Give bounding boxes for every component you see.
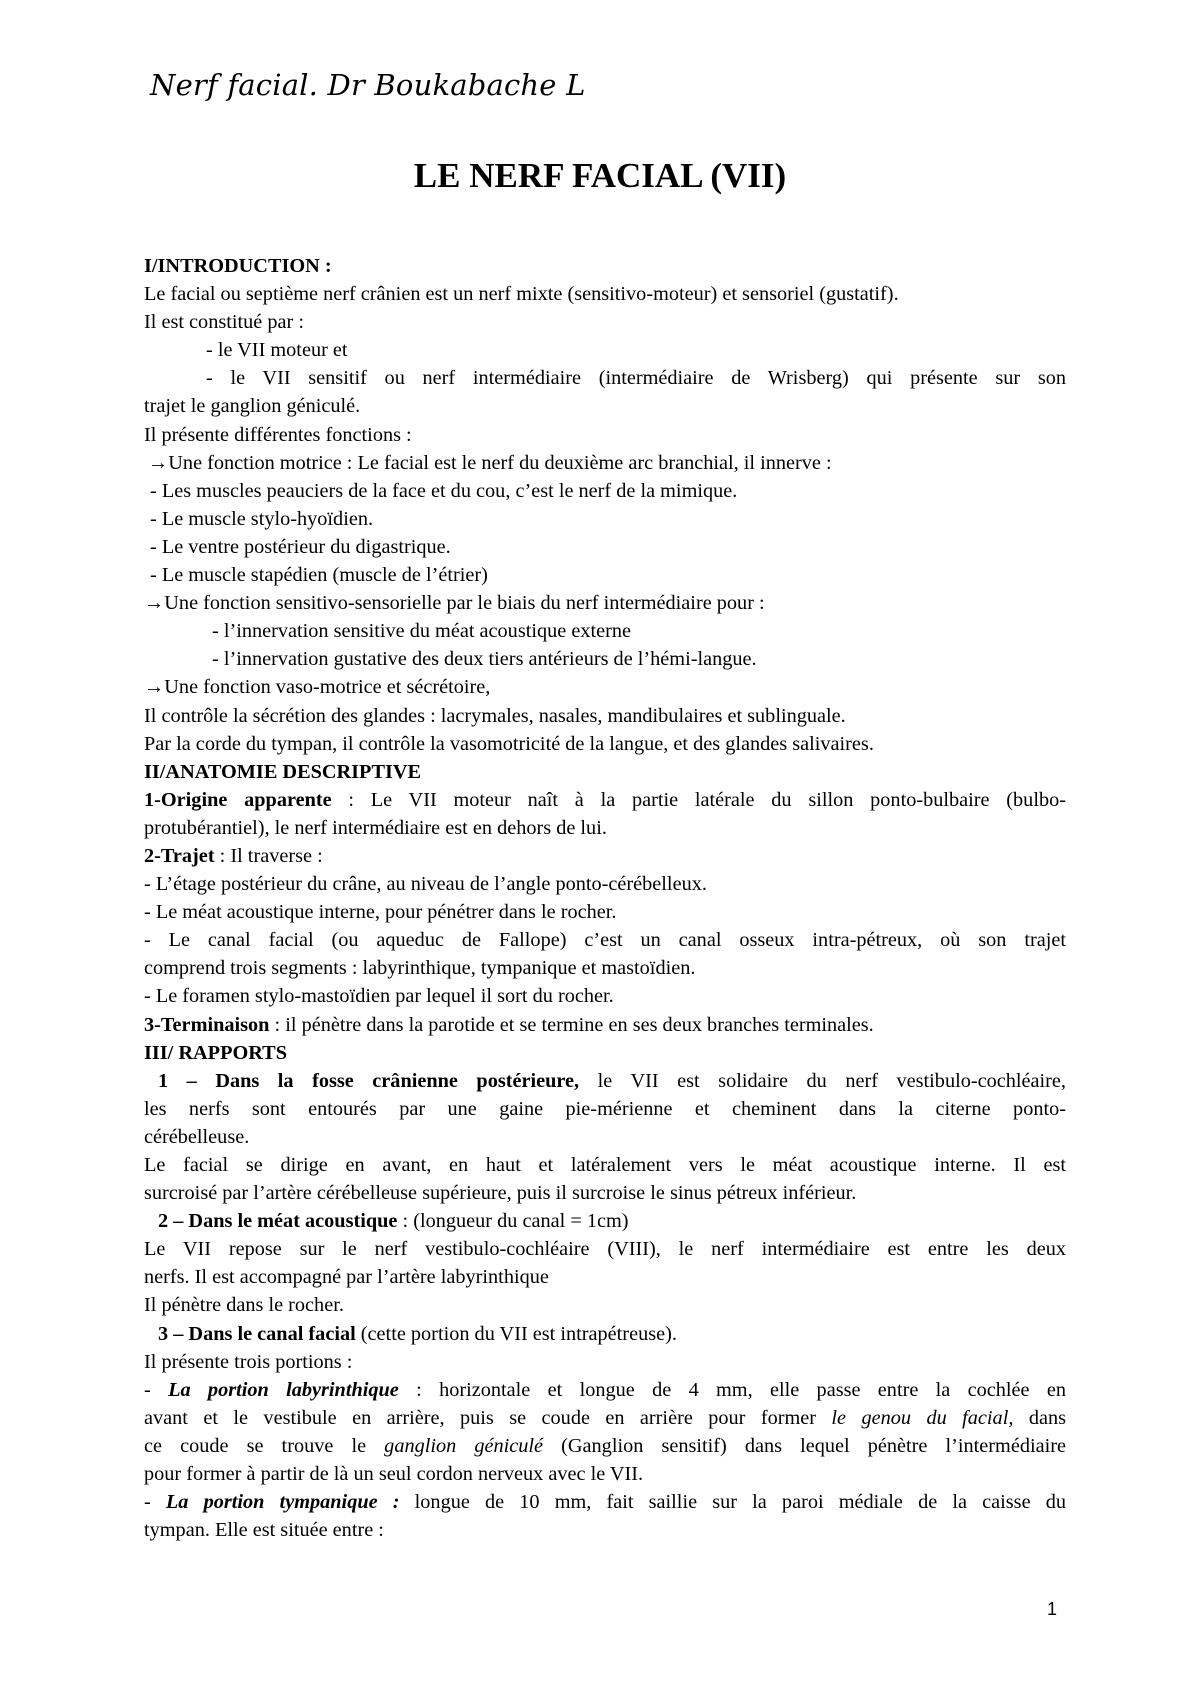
subheading-fosse: 1 – Dans la fosse crânienne postérieure, bbox=[158, 1069, 580, 1092]
list-item bbox=[144, 1376, 1066, 1404]
list-item: - L’étage postérieur du crâne, au niveau de l’angle ponto-cérébelleux. bbox=[144, 873, 707, 896]
section-heading-rapports: III/ RAPPORTS bbox=[144, 1041, 287, 1064]
body-line: cérébelleuse. bbox=[144, 1125, 250, 1148]
body-line bbox=[144, 842, 1066, 870]
list-item: - le VII moteur et bbox=[206, 339, 348, 362]
body-text: longue de 10 mm, fait saillie sur la paroi médiale de la caisse du bbox=[399, 1491, 1066, 1514]
body-text: ce coude se trouve le bbox=[144, 1434, 385, 1457]
body-line: Le facial ou septième nerf crânien est un nerf mixte (sensitivo-moteur) et sensoriel (gustatif). bbox=[144, 283, 899, 306]
section-heading-anatomie: II/ANATOMIE DESCRIPTIVE bbox=[144, 760, 422, 783]
subheading-canal: 3 – Dans le canal facial bbox=[158, 1322, 356, 1345]
subheading-terminaison: 3-Terminaison bbox=[144, 1013, 270, 1036]
body-line bbox=[144, 786, 1066, 814]
section-heading-introduction: I/INTRODUCTION : bbox=[144, 255, 332, 277]
body-line: comprend trois segments : labyrinthique, tympanique et mastoïdien. bbox=[144, 957, 696, 980]
body-line: Il présente différentes fonctions : bbox=[144, 423, 412, 446]
body-text: - bbox=[144, 1378, 169, 1401]
body-text: - bbox=[144, 1491, 166, 1514]
list-item: - Le foramen stylo-mastoïdien par lequel il sort du rocher. bbox=[144, 985, 614, 1008]
body-text: (Ganglion sensitif) dans lequel pénètre l’intermédiaire bbox=[543, 1434, 1067, 1457]
subheading-meat: 2 – Dans le méat acoustique bbox=[158, 1210, 398, 1233]
body-line: tympan. Elle est située entre : bbox=[144, 1519, 384, 1542]
body-text: : Il traverse : bbox=[214, 844, 323, 867]
body-line: trajet le ganglion géniculé. bbox=[144, 395, 361, 418]
body-text: avant et le vestibule en arrière, puis se coude en arrière pour former bbox=[144, 1406, 832, 1429]
term-tympanique: La portion tympanique : bbox=[165, 1491, 400, 1514]
page-header: Nerf facial. Dr Boukabache L bbox=[150, 68, 586, 102]
list-item: - le VII sensitif ou nerf intermédiaire (intermédiaire de Wrisberg) qui présente sur son bbox=[206, 367, 1066, 390]
body-text: (cette portion du VII est intrapétreuse). bbox=[355, 1322, 677, 1345]
body-text: : il pénètre dans la parotide et se termine en ses deux branches terminales. bbox=[269, 1013, 874, 1036]
body-line bbox=[144, 1432, 1066, 1460]
body-line bbox=[144, 1011, 1066, 1039]
body-text: : horizontale et longue de 4 mm, elle passe entre la cochlée en bbox=[398, 1378, 1067, 1401]
body-line: Le facial se dirige en avant, en haut et latéralement vers le méat acoustique interne. Il est bbox=[144, 1154, 1066, 1176]
term-ganglion: ganglion géniculé bbox=[384, 1434, 544, 1457]
body-line: les nerfs sont entourés par une gaine pie-mérienne et cheminent dans la citerne ponto- bbox=[144, 1097, 1066, 1120]
list-item: - Le méat acoustique interne, pour pénétrer dans le rocher. bbox=[144, 901, 617, 924]
term-genou: le genou du facial, bbox=[831, 1406, 1014, 1429]
body-line: Il présente trois portions : bbox=[144, 1350, 353, 1373]
body-line: Le VII repose sur le nerf vestibulo-cochléaire (VIII), le nerf intermédiaire est entre les deux bbox=[144, 1238, 1066, 1261]
body-text: le VII est solidaire du nerf vestibulo-cochléaire, bbox=[579, 1069, 1066, 1092]
body-line: pour former à partir de là un seul cordon nerveux avec le VII. bbox=[144, 1463, 644, 1486]
list-item: - l’innervation gustative des deux tiers antérieurs de l’hémi-langue. bbox=[212, 648, 757, 671]
body-line: protubérantiel), le nerf intermédiaire est en dehors de lui. bbox=[144, 816, 607, 839]
page-title: LE NERF FACIAL (VII) bbox=[413, 156, 787, 195]
function-line: →Une fonction sensitivo-sensorielle par le biais du nerf intermédiaire pour : bbox=[144, 592, 765, 615]
body-line: Par la corde du tympan, il contrôle la vasomotricité de la langue, et des glandes salivaires. bbox=[144, 732, 874, 755]
body-line: Il pénètre dans le rocher. bbox=[144, 1294, 344, 1317]
body-line: nerfs. Il est accompagné par l’artère labyrinthique bbox=[144, 1266, 549, 1289]
list-item: - Le canal facial (ou aqueduc de Fallope) c’est un canal osseux intra-pétreux, où son trajet bbox=[144, 929, 1066, 952]
subheading-trajet: 2-Trajet bbox=[144, 844, 215, 867]
list-item: - Le muscle stylo-hyoïdien. bbox=[150, 507, 374, 530]
body-line: Il est constitué par : bbox=[144, 311, 304, 334]
body-text: : (longueur du canal = 1cm) bbox=[397, 1210, 629, 1233]
body-line bbox=[144, 1207, 1066, 1235]
body-line bbox=[144, 1320, 1066, 1348]
body-text: dans bbox=[1013, 1406, 1066, 1429]
list-item: - Les muscles peauciers de la face et du cou, c’est le nerf de la mimique. bbox=[150, 479, 738, 502]
list-item bbox=[144, 1488, 1066, 1516]
page-number: 1 bbox=[1047, 1599, 1058, 1619]
list-item: - Le ventre postérieur du digastrique. bbox=[150, 535, 451, 558]
body-line: Il contrôle la sécrétion des glandes : lacrymales, nasales, mandibulaires et sublinguale. bbox=[144, 704, 846, 727]
body-line: surcroisé par l’artère cérébelleuse supérieure, puis il surcroise le sinus pétreux inférieur. bbox=[144, 1182, 857, 1205]
subheading-origine: 1-Origine apparente bbox=[144, 788, 332, 811]
body-text: : Le VII moteur naît à la partie latérale du sillon ponto-bulbaire (bulbo- bbox=[331, 788, 1066, 811]
function-line: →Une fonction motrice : Le facial est le nerf du deuxième arc branchial, il innerve : bbox=[148, 451, 832, 474]
body-line bbox=[144, 1067, 1066, 1095]
list-item: - Le muscle stapédien (muscle de l’étrier) bbox=[150, 564, 488, 587]
term-labyrinthique: La portion labyrinthique bbox=[168, 1378, 399, 1401]
list-item: - l’innervation sensitive du méat acoustique externe bbox=[212, 620, 632, 643]
document-body bbox=[144, 252, 1066, 1544]
body-line bbox=[144, 1404, 1066, 1432]
function-line: →Une fonction vaso-motrice et sécrétoire, bbox=[144, 676, 491, 699]
